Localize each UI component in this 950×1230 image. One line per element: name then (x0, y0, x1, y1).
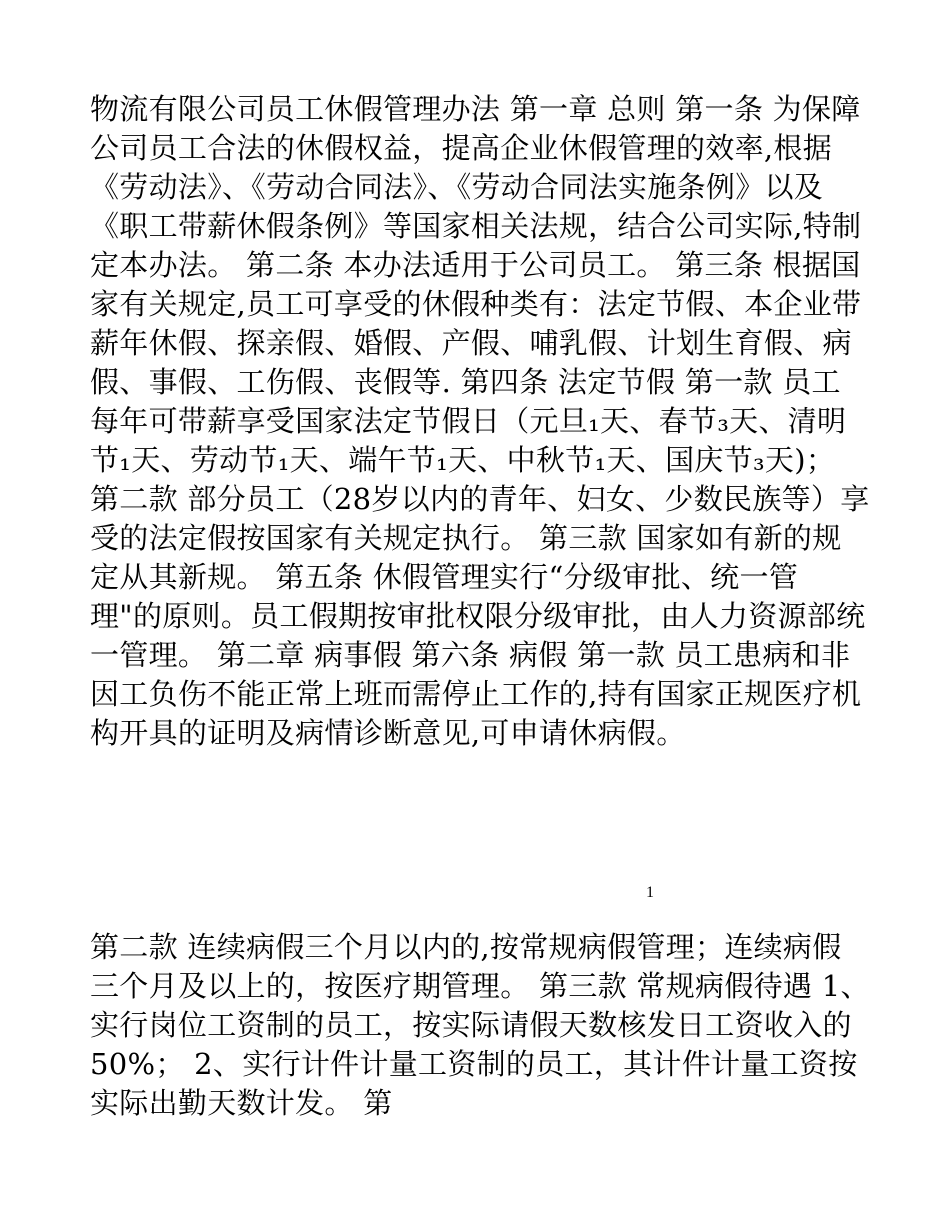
body-paragraph-1: 物流有限公司员工休假管理办法 第一章 总则 第一条 为保障公司员工合法的休假权益，提高企业休假管理的效率,根据《劳动法》、《劳动合同法》、《劳动合同法实施条例》以及《职工带薪休假条例》等国家相关法规，结合公司实际,特制定本办法。 第二条 本办法适用于公司员工。 第三条 根据国家有关规定,员工可享受的休假种类有：法定节假、本企业带薪年休假、探亲假、婚假、产假、哺乳假、计划生育假、病假、事假、工伤假、丧假等. 第四条 法定节假 第一款 员工每年可带薪享受国家法定节假日（元旦₁天、春节₃天、清明节₁天、劳动节₁天、端午节₁天、中秋节₁天、国庆节₃天)； 第二款 部分员工（28岁以内的青年、妇女、少数民族等）享受的法定假按国家有关规定执行。 第三款 国家如有新的规定从其新规。 第五条 休假管理实行“分级审批、统一管理"的原则。员工假期按审批权限分级审批，由人力资源部统一管理。 第二章 病事假 第六条 病假 第一款 员工患病和非因工负伤不能正常上班而需停止工作的,持有国家正规医疗机构开具的证明及病情诊断意见,可申请休病假。 (90, 92, 870, 750)
page-number: 1 (646, 884, 654, 901)
body-paragraph-2: 第二款 连续病假三个月以内的,按常规病假管理；连续病假三个月及以上的，按医疗期管理。 第三款 常规病假待遇 1、实行岗位工资制的员工，按实际请假天数核发日工资收入的 50%； 2、实行计件计量工资制的员工，其计件计量工资按实际出勤天数计发。 第 (90, 930, 870, 1120)
